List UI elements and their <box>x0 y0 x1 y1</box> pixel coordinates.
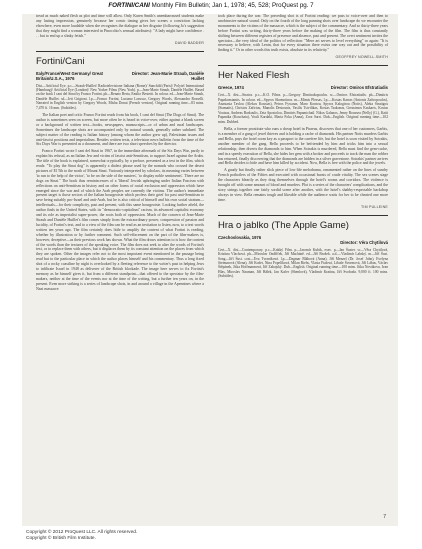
review-credits-her-naked-flesh: Cert—X. dist—Stratos. p.c—K.O. Films. p—Gregory Dimitrakopoulos. sc—Omiros Efstratiadis. ph—Dimitris Papakonstantis. In colour. ed—Spyros Skomotinos. m—Mimis Plessas, l.p.—Kostas Karras (Antonis Zafiropoulos), Anastasia Tavlou (Alekos Kousias), Petros Fyssoun, Maro Kontou, Spyros Kalogirou (Notis), Aleka Stratigou (Stamatis), Christos Zafiriou, Manolis Destounis, Vasilis Tsivilikas, Kostas Tsakonas, Gerasimos Kaskaris, Kostas Voutsas, Andreas Barkoulis, Zeta Apostolou, Dimitris Papamichail. Nikos Galanos, Jenny Roussea (Nelly) (G.), Kaiti Papanika (Kouchaia), Vouli Kardaki, Maria Foka (Anna), Zorz Sarri. Dub—English. Original running time—102 mins. Dubbed. <box>218 93 388 124</box>
review-director: Director: Omiros Efstratiadis <box>330 85 388 91</box>
citation-text: Monthly Film Bulletin; Jan 1, 1978; 45, 528; ProQuest pg. 7 <box>149 2 314 9</box>
journal-title: FORTINI/CANI <box>108 2 150 9</box>
review-director: Director: Věra Chytilová <box>340 239 388 245</box>
page-number: 7 <box>383 514 386 520</box>
previous-review-text: tread as much naked flesh as plot and time will allow. Only Karen Smith's unembarrassed students make any lasting impression, genuinely because her comic timing gives her scenes a conviction lacking elsewhere, even more laudable when she recognises the dialogue as her disguise (following Jo's suggestion that they might find a woman interested in Pinocchio's sensual attributes): "A lady might have confidence . . . but to end up a slinky fetish." <box>36 14 204 38</box>
review-paragraph: Franco Fortini wrote I cani del Sinai in 1967, in the immediate aftermath of the Six Days War, partly to explain his refusal, as an Italian Jew and victim of fascist anti-Semitism, to support Israel against the Arabs. The title of the book is explained, somewhat cryptically, by a preface, presented as a text in the film, which reads: "To play the Sinai dog" is apparently a dialect phrase used by the nomads who crossed the desert pictures of El Tih to the north of Mount Sinai. Variously interpreted by scholars, its meaning varies between 'to run to the help of the victor', 'to be on the side of the masters', 'to display noble sentiments'. There are no dogs on Sinai." The book thus reminiscences of a 'liberal' Jewish upbringing under Italian Fascism with reflections on anti-Semitism in history and on other forms of racial exclusion and oppression which have emerged since the war and of which the Arab peoples are currently the victims. The author's immediate present target is those sectors of the Italian bourgeoisie which profess their grief for past anti-Semitism to save being suitably pro-Israel and anti-Arab, but he is also critical of himself and his own social stratum—intellectuals—for their complicity, past and present, with this same bourgeoisie. Looking further afield, the author finds in the United States, with its "democratic-capitalism" racism, its advanced capitalist economy and its role as imperialist super-power, the roots both of oppression. Much of the concern of Jean-Marie Straub and Danièle Huillet's film comes simply from the extraordinary power, compression of passion and lucidity, of Fortini's text, and to a view of the film can be read as an invitation to listen, now, to a text words written ten years ago. The film certainly does little to amplify the content of what Fortini is reading, whether by illustration or by further comment. Such self-effacement on the part of the film-makers is, however, deceptive—as their previous work has shown. What the film draws attention to is how the content of the words than the textures of the speaking voice. The film does not seek to alter the words of Fortini's text, or to replace them with others, but it displaces them by its constant attention on the places from which they are spoken. Other the images refer not to the most important event mentioned in the passage being read but to the particular place in which the author places himself and his commentary. Thus a long fixed shot of a rocky coastline by night is overlooked by a fleeting reference to the writer's past in helping Jews to infiltrate Israel in 1948 as deliverer of the British blockade. The image here serves to fix Fortini's memory as he himself gives it, but from a different standpoint—that offered to the spectator by the film-makers, neither at the time of the events nor at the time of the writing, but a further ten years on, in the present. Even more striking is a series of landscape shots, in and around a village in the Apennines where a Nazi massacre <box>36 149 204 291</box>
review-meta-fortini-cani <box>36 71 204 81</box>
review-director: Director: Jean-Marie Straub, Danièle Huillet <box>131 70 204 81</box>
review-meta-apple-game <box>218 235 388 245</box>
review-title-fortini-cani: Fortini/Cani <box>36 51 204 68</box>
review-title-her-naked-flesh: Her Naked Flesh <box>218 65 388 82</box>
review-byline-her-naked-flesh: TIM PULLEINE <box>361 204 388 209</box>
copyright-line: Copyright © 2012 ProQuest LLC. All rights reserved. <box>26 530 138 535</box>
continued-review-byline: GEOFFREY NOWELL-SMITH <box>335 55 388 60</box>
copyright-footer <box>26 530 406 542</box>
right-column <box>218 14 388 282</box>
review-paragraph: A gaudy but finally rather slick piece of low-life melodrama, ornamented rather on the lines of sundry French potboilers of the Fifties and executed with occasional bursts of crude vitality. The sex scenes stage the characters blearily as they drag themselves through the hotel's rooms and corridors. The violence is brought off with some amount of blood and murders. Plot is a series of the characters' complications, and the story strings together one fairly sordid scene after another, with the hotel's shabby-respectable backdrop always in view. Bella remains tough and likeable while the audience waits for her to be cheated one more time. <box>218 168 388 202</box>
document-header <box>0 0 422 11</box>
left-column <box>36 14 204 294</box>
review-country: Italy/France/West Germany/ Great Britain/U.S.A., 1976 <box>36 70 103 81</box>
review-country: Czechoslovakia, 1976 <box>218 234 262 240</box>
review-credits-apple-game: Cert—X. dist—Contemporary. p.c—Krátký Film. p—Jaromír Kubik, exec. p—Jan Šuster. sc—Věra Chytilová, Kristina Vlachová. ph—Miroslav Ondříček, Jiří Macháně. ed—Jiří Brožek. a.d.—Vladimír Labský. m—Jiří Šust. Song—Jiří Šust. cost—Eva Tvrzníková. l.p.—Dagmar Bláhová (Anna), Jiří Menzel (Dr. Josef John), Evelyna Steimarová (Alena), Jiří Kodet, Nina Popelíková, Milan Riehs, Vlasta Fialová, Libuše Švormová, Jiří Lábus, Václav Štěpánek, Jitka Hoffmannová, Jiří Zahajský. Dub—English. Original running time—100 mins. Jitka Novákova, Ivan Hlas, Miroslav Nauman, Jiří Hálek, Jan Kačer (Shenlová), Vladimír Kratina, Jiří Svoboda. 9,000 ft. 100 mins. (Subtitles). <box>218 247 388 279</box>
review-credits-fortini-cani: Dist—Artificial Eye. p.c—Straub-Huillet/ Radiotelevisione Italiana (Rome)/ Sunchild (Paris)/ Polytel International (Hamburg)/ Artificial Eye (London)/ New Yorker Films (New York). p—Jean-Marie Straub, Danièle Huillet. Based on the book I cani del Sinai by Franco Fortini. ph—Renato Berta, Emilio Bestetti. In colour. ed—Jean-Marie Straub, Danièle Huillet. sd—Jeti Grigioni. l.p.—Franco Fortini, Luciano Lorusso, Gregory Woods, Alessandro Rosselli. Narrated in English version by Gregory Woods, Misha Donat (French version). Original running time—83 mins. 7,470 ft. 16 mm. (Subtitles). <box>36 83 204 110</box>
copyright-line: Copyright © British Film Institute. <box>26 536 96 541</box>
review-meta-her-naked-flesh <box>218 85 388 90</box>
previous-review-byline: DAVID BADDER <box>174 40 204 45</box>
review-paragraph: Bella, a former prostitute who runs a cheap hotel in Piraeus, discovers that one of her customers, Garbis, is a member of a gang of jewel thieves and is holding a cache of diamonds. His partner Notis murders Garbis and Bella, pays the hotel room key as a passport to the carefree life, but the hotel is soon visited by Sotrakis, another member of the gang. Bella proceeds to be befriended by him and tricks him into a sexual relationship, then diverts the diamonds to him. When Sotrakis is murdered, Bella must find the gem-cache, and in a speedy execution of Bella, she hides her gem with a broker and proceeds to track the man the robber has returned, finally discovering that the diamonds are hidden in a silver gravestone. Sotrakis' partner arrives and Bella decides to hide and have him killed by accident. Now, Bella is free with the police and the jewels. <box>218 127 388 166</box>
review-country: Greece, 1974 <box>218 85 244 91</box>
review-title-apple-game: Hra o jablko (The Apple Game) <box>218 215 388 232</box>
scanned-page <box>22 14 398 526</box>
review-paragraph: The Italian poet and critic Franco Fortini reads from his book, I cani del Sinai (The Dogs of Sinai). The author is sometimes seen on screen, but more often he is heard in voice-over, either against a blank screen or a background of written text—books, newspapers, manuscripts—or of urban and rural landscapes. Sometimes the landscape shots are accompanied only by natural sounds, generally rather subdued. The subject matter of the reading is Italian history (among whom the author grew up), Palestinian issues and anti-fascist positions and imperialism. Besides written texts, a television news bulletin from the time of the Six Days War is presented as a document, and there are two short speeches by the director. <box>36 112 204 147</box>
continued-review-text: took place during the war. The preceding shot is of Fortini reading: we pass to voice-over and then to unobtrusive natural sound. Only on the fourth of the long panning shots over landscape do we encounter the monuments to the victims of the massacre, which is the subject of the commentary. And so thirty-three years before Fortini was writing, thirty-three years before the making of the film. The film is thus constantly shifting between different registers of presence and absence, past and present. The overt sentiment invites the spectator—the very ideal of the politics of reflection: "Mere art serves to level everything" or again: "It is necessary to believe, with Lenin, that for every situation there exists one way out and the possibility of finding it." Or in other words this truth exists, absolute in its relativity." <box>218 14 389 53</box>
